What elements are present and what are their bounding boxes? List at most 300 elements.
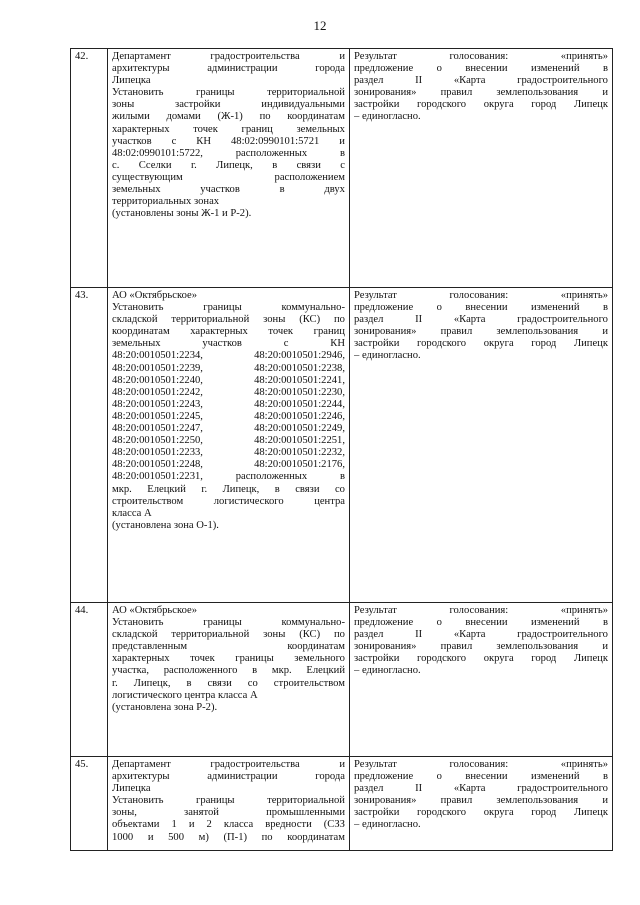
text-line — [354, 75, 608, 87]
word: 500 — [168, 831, 184, 843]
text-line — [112, 435, 345, 447]
text-line — [112, 423, 345, 435]
word: координатам — [287, 641, 345, 653]
word: домами — [166, 111, 201, 123]
word: территориальной — [171, 314, 250, 326]
word: Липецк, — [216, 159, 253, 171]
word: город — [531, 99, 557, 111]
word: и — [602, 87, 608, 99]
text-line: (установлена зона Р-2). — [112, 701, 218, 713]
word: земельных — [296, 123, 345, 135]
word: связи — [295, 483, 320, 495]
word: городского — [417, 807, 467, 819]
text-line — [112, 160, 345, 172]
word: Елецкий — [147, 483, 186, 495]
word: внесении — [465, 771, 508, 783]
word: вредности — [265, 819, 312, 831]
text-line — [354, 63, 608, 75]
word: администрации — [207, 771, 278, 783]
text-line: Липецка — [112, 75, 151, 87]
word: внесении — [465, 302, 508, 314]
word: архитектуры — [112, 771, 170, 783]
text-line — [112, 87, 345, 99]
word: застройки — [354, 653, 400, 665]
word: существующим — [112, 171, 183, 183]
word: 48:20:0010501:2251, — [254, 435, 345, 447]
word: внесении — [465, 63, 508, 75]
text-line: – единогласно. — [354, 111, 421, 123]
word: со — [334, 483, 345, 495]
table-row — [71, 288, 613, 603]
word: 48:20:0010501:2233, — [112, 447, 203, 459]
word: и — [339, 759, 345, 770]
word: застройки — [175, 99, 221, 111]
word: 48:20:0010501:2230, — [254, 386, 345, 398]
word: класса — [223, 819, 254, 831]
text-line — [354, 326, 608, 338]
result-cell — [350, 757, 613, 851]
word: в — [602, 302, 608, 314]
word: расположением — [274, 171, 345, 183]
word: раздел — [354, 783, 384, 795]
word: Результат — [354, 290, 397, 301]
word: предложение — [354, 771, 414, 783]
word: градостроительного — [517, 629, 608, 641]
word: Установить — [112, 302, 164, 314]
text-line — [112, 399, 345, 411]
word: коммунально- — [281, 302, 345, 314]
word: 48:02:0990101:5722, — [112, 147, 203, 159]
word: границы — [196, 87, 235, 99]
word: Результат — [354, 51, 397, 62]
word: границы — [196, 795, 235, 807]
word: объектами — [112, 819, 160, 831]
word: о — [436, 617, 442, 629]
text-line — [112, 471, 345, 483]
word: Липецк, — [133, 677, 171, 689]
text-line — [112, 484, 345, 496]
text-line — [112, 314, 345, 326]
text-line: – единогласно. — [354, 665, 421, 677]
word: представленным — [112, 641, 188, 653]
text-line — [112, 184, 345, 196]
text-line — [112, 363, 345, 375]
text-line — [112, 496, 345, 508]
table-row — [71, 603, 613, 757]
word: в — [602, 771, 608, 783]
word: со — [247, 677, 258, 689]
word: архитектуры — [112, 63, 170, 75]
word: (Ж-1) — [217, 111, 243, 123]
word: точек — [193, 123, 218, 135]
word: земельных — [112, 184, 161, 196]
word: связи — [207, 677, 232, 689]
text-line — [112, 338, 345, 350]
table-body — [71, 49, 613, 851]
word: земельных — [112, 338, 161, 350]
word: Результат — [354, 759, 397, 770]
text-line — [112, 111, 345, 123]
word: мкр. — [112, 483, 132, 495]
word: территориальной — [267, 87, 345, 99]
text-line — [354, 617, 608, 629]
word: землепользования — [496, 87, 579, 99]
text-line: логистического центра класса А — [112, 689, 258, 701]
word: (СЗЗ — [323, 819, 345, 831]
word: участков — [112, 135, 152, 147]
text-line: класса А — [112, 507, 152, 519]
word: 1000 — [112, 831, 134, 843]
word: 48:02:0990101:5721 — [231, 135, 320, 147]
word: зоны — [112, 99, 135, 111]
text-line — [112, 807, 345, 819]
word: зонирования» — [354, 87, 417, 99]
text-line — [112, 759, 345, 771]
word: точек — [190, 653, 215, 665]
word: 48:20:0010501:2231, — [112, 471, 203, 483]
text-line — [112, 148, 345, 160]
word: Департамент — [112, 51, 171, 62]
word: градостроительства — [210, 51, 300, 62]
word: участков — [202, 338, 242, 350]
word: связи — [296, 159, 321, 171]
word: администрации — [207, 63, 278, 75]
text-line — [112, 653, 345, 665]
word: городского — [417, 99, 467, 111]
proposal-cell — [108, 757, 350, 851]
text-line — [354, 87, 608, 99]
text-line — [354, 771, 608, 783]
text-line — [112, 124, 345, 136]
text-line — [354, 783, 608, 795]
word: «Карта — [453, 629, 486, 641]
word: «Карта — [453, 314, 486, 326]
text-line — [112, 832, 345, 844]
text-line — [354, 290, 608, 302]
word: в — [279, 184, 285, 196]
word: округа — [483, 807, 514, 819]
word: (КС) — [299, 314, 321, 326]
word: 1 — [171, 819, 177, 831]
word: координатам — [112, 326, 170, 338]
text-line — [112, 326, 345, 338]
result-cell — [350, 49, 613, 288]
word: занятой — [184, 807, 219, 819]
word: и — [602, 641, 608, 653]
text-line — [112, 819, 345, 831]
text-line — [354, 759, 608, 771]
word: территориальной — [267, 795, 345, 807]
word: в — [602, 63, 608, 75]
word: двух — [324, 184, 345, 196]
word: границы — [203, 302, 242, 314]
word: зонирования» — [354, 795, 417, 807]
word: 48:20:0010501:2946, — [254, 350, 345, 362]
word: Сселки — [138, 159, 172, 171]
text-line — [354, 99, 608, 111]
text-line — [112, 665, 345, 677]
word: предложение — [354, 617, 414, 629]
word: город — [531, 338, 557, 350]
word: 48:20:0010501:2248, — [112, 459, 203, 471]
text-line: – единогласно. — [354, 819, 421, 831]
word: голосования: — [449, 759, 509, 770]
word: по — [334, 314, 345, 326]
word: округа — [483, 99, 514, 111]
word: округа — [483, 338, 514, 350]
word: изменений — [531, 771, 580, 783]
row-number: 42. — [71, 49, 108, 288]
text-line — [112, 795, 345, 807]
word: городского — [417, 653, 467, 665]
result-cell — [350, 603, 613, 757]
word: (П-1) — [223, 831, 248, 843]
word: Установить — [112, 87, 164, 99]
text-line: территориальных зонах — [112, 196, 220, 208]
word: 48:20:0010501:2241, — [254, 374, 345, 386]
word: раздел — [354, 629, 384, 641]
word: коммунально- — [281, 617, 345, 629]
word: раздел — [354, 314, 384, 326]
word: 48:20:0010501:2244, — [254, 398, 345, 410]
word: градостроительного — [517, 75, 608, 87]
word: по — [334, 629, 345, 641]
word: и — [602, 326, 608, 338]
word: и — [602, 795, 608, 807]
word: 48:20:0010501:2242, — [112, 386, 203, 398]
word: зонирования» — [354, 326, 417, 338]
word: застройки — [354, 338, 400, 350]
word: голосования: — [449, 290, 509, 301]
word: 48:20:0010501:2239, — [112, 362, 203, 374]
word: «Карта — [453, 75, 486, 87]
word: «Карта — [453, 783, 486, 795]
word: в — [339, 147, 345, 159]
word: застройки — [354, 807, 400, 819]
word: складской — [112, 314, 158, 326]
text-line — [354, 605, 608, 617]
word: зоны, — [112, 807, 137, 819]
word: II — [415, 75, 423, 87]
text-line — [112, 302, 345, 314]
word: Результат — [354, 605, 397, 616]
word: город — [531, 653, 557, 665]
text-line — [112, 617, 345, 629]
word: координатам — [287, 111, 345, 123]
word: города — [315, 63, 345, 75]
word: застройки — [354, 99, 400, 111]
word: правил — [440, 795, 473, 807]
text-line — [112, 136, 345, 148]
word: с — [340, 159, 345, 171]
word: Липецк — [573, 338, 608, 350]
word: 2 — [206, 819, 212, 831]
word: предложение — [354, 302, 414, 314]
word: промышленными — [266, 807, 345, 819]
table-row — [71, 49, 613, 288]
text-line: (установлены зоны Ж-1 и Р-2). — [112, 208, 252, 220]
word: II — [415, 783, 423, 795]
word: границы — [203, 617, 242, 629]
text-line — [112, 387, 345, 399]
word: и — [339, 51, 345, 62]
word: строительством — [273, 677, 345, 689]
word: о — [436, 771, 442, 783]
word: г. — [201, 483, 208, 495]
word: градостроительства — [210, 759, 300, 770]
word: изменений — [531, 617, 580, 629]
word: правил — [440, 87, 473, 99]
word: «принять» — [560, 605, 608, 616]
word: участков — [200, 184, 240, 196]
word: предложение — [354, 63, 414, 75]
word: характерных — [112, 653, 170, 665]
word: с — [283, 338, 289, 350]
word: мкр. — [271, 665, 292, 677]
word: зоны — [263, 629, 286, 641]
text-line — [112, 172, 345, 184]
word: в — [602, 617, 608, 629]
word: градостроительного — [517, 783, 608, 795]
text-line — [112, 375, 345, 387]
page-number: 12 — [313, 18, 327, 33]
word: 48:20:0010501:2245, — [112, 410, 203, 422]
word: характерных — [190, 326, 248, 338]
word: «принять» — [560, 759, 608, 770]
word: зонирования» — [354, 641, 417, 653]
word: Липецк — [573, 653, 608, 665]
row-number: 44. — [71, 603, 108, 757]
text-line — [112, 99, 345, 111]
word: «принять» — [560, 290, 608, 301]
word: участка, — [112, 665, 149, 677]
word: расположенного — [163, 665, 238, 677]
text-line — [354, 807, 608, 819]
text-line — [112, 459, 345, 471]
word: границы — [235, 653, 274, 665]
word: 48:20:0010501:2249, — [254, 423, 345, 435]
word: правил — [440, 326, 473, 338]
word: градостроительного — [517, 314, 608, 326]
text-line — [112, 447, 345, 459]
text-line — [112, 629, 345, 641]
word: Липецк, — [222, 483, 260, 495]
text-line — [112, 411, 345, 423]
word: голосования: — [449, 605, 509, 616]
word: территориальной — [171, 629, 250, 641]
text-line — [112, 51, 345, 63]
word: г. — [190, 159, 197, 171]
word: земельного — [294, 653, 345, 665]
word: строительством — [112, 495, 184, 507]
word: изменений — [531, 63, 580, 75]
word: городского — [417, 338, 467, 350]
word: границ — [241, 123, 273, 135]
word: в — [272, 159, 278, 171]
word: в — [274, 483, 280, 495]
word: голосования: — [449, 51, 509, 62]
text-line — [354, 795, 608, 807]
word: правил — [440, 641, 473, 653]
word: центра — [314, 495, 345, 507]
word: КН — [196, 135, 211, 147]
word: 48:20:0010501:2176, — [254, 459, 345, 471]
word: границ — [313, 326, 345, 338]
text-line — [354, 302, 608, 314]
word: расположенных — [235, 147, 308, 159]
proposal-cell — [108, 49, 350, 288]
word: расположенных — [235, 471, 308, 483]
word: II — [415, 629, 423, 641]
word: в — [339, 471, 345, 483]
word: Установить — [112, 617, 164, 629]
table-row — [71, 757, 613, 851]
word: индивидуальными — [261, 99, 345, 111]
word: 48:20:0010501:2238, — [254, 362, 345, 374]
word: жилыми — [112, 111, 150, 123]
text-line: – единогласно. — [354, 350, 421, 362]
text-line — [112, 771, 345, 783]
text-line — [354, 314, 608, 326]
result-cell — [350, 288, 613, 603]
word: 48:20:0010501:2247, — [112, 423, 203, 435]
word: изменений — [531, 302, 580, 314]
text-line — [112, 63, 345, 75]
word: о — [436, 63, 442, 75]
row-number: 43. — [71, 288, 108, 603]
word: точек — [268, 326, 294, 338]
word: Липецк — [573, 807, 608, 819]
word: 48:20:0010501:2250, — [112, 435, 203, 447]
word: в — [186, 677, 192, 689]
text-line — [354, 51, 608, 63]
word: с. — [112, 159, 120, 171]
row-number: 45. — [71, 757, 108, 851]
text-line: (установлена зона О-1). — [112, 519, 219, 531]
word: по — [261, 831, 273, 843]
word: зоны — [263, 314, 286, 326]
text-line — [112, 678, 345, 690]
word: м) — [198, 831, 209, 843]
word: в — [252, 665, 258, 677]
text-line — [112, 641, 345, 653]
word: с — [171, 135, 177, 147]
word: (КС) — [299, 629, 321, 641]
word: складской — [112, 629, 158, 641]
word: землепользования — [496, 326, 579, 338]
word: землепользования — [496, 641, 579, 653]
word: координатам — [287, 831, 345, 843]
word: 48:20:0010501:2243, — [112, 398, 203, 410]
word: характерных — [112, 123, 170, 135]
word: Установить — [112, 795, 164, 807]
text-line — [354, 653, 608, 665]
word: логистического — [213, 495, 284, 507]
word: города — [315, 771, 345, 783]
word: Елецкий — [306, 665, 345, 677]
word: город — [531, 807, 557, 819]
proposal-cell — [108, 603, 350, 757]
word: 48:20:0010501:2240, — [112, 374, 203, 386]
text-line: АО «Октябрьское» — [112, 290, 197, 301]
word: 48:20:0010501:2232, — [254, 447, 345, 459]
text-line — [112, 350, 345, 362]
text-line — [354, 629, 608, 641]
text-line: Липецка — [112, 783, 151, 795]
word: II — [415, 314, 423, 326]
word: и — [188, 819, 195, 831]
text-line: АО «Октябрьское» — [112, 605, 197, 616]
